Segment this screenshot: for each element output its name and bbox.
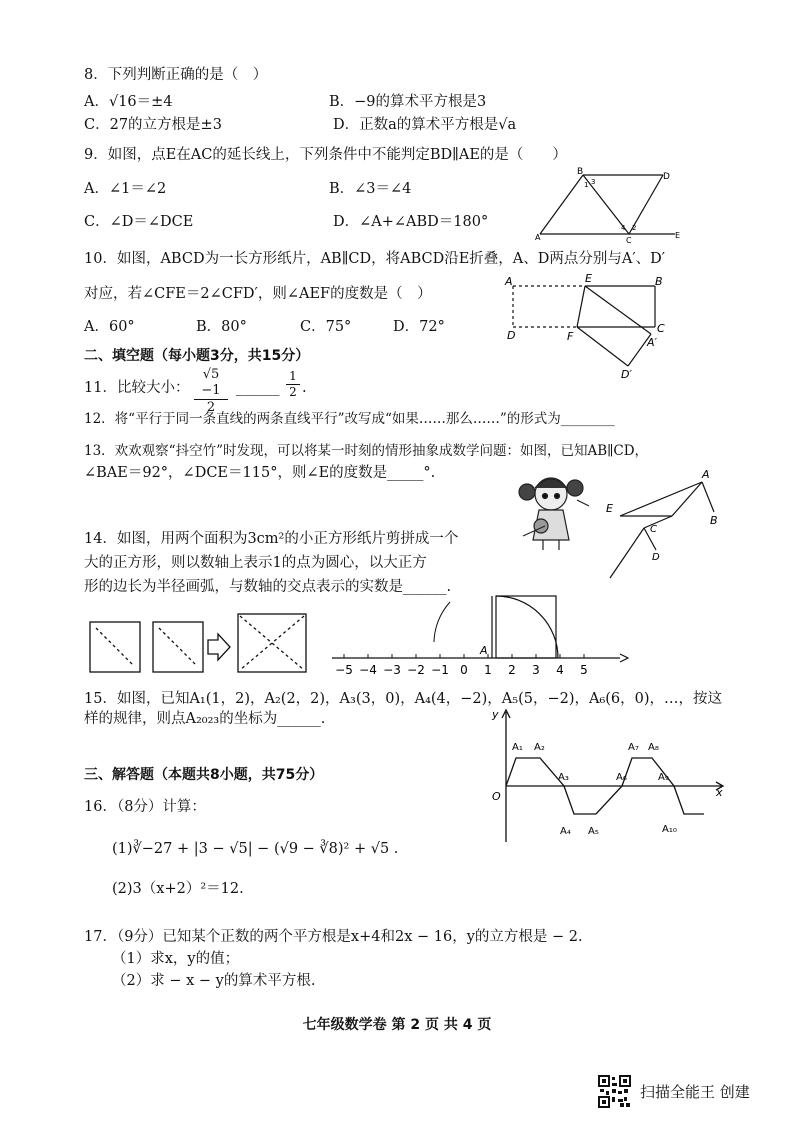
- q8-option-b: B．−9的算术平方根是3: [329, 94, 487, 110]
- q10-option-a: A．60°: [84, 319, 135, 335]
- q15-label-o: O: [492, 790, 501, 803]
- section2-heading: 二、填空题（每小题3分，共15分）: [84, 348, 310, 364]
- q9-label-a: A: [535, 233, 541, 242]
- number-line-tick-label: 1: [484, 663, 492, 677]
- q8-option-c: C．27的立方根是±3: [84, 117, 222, 133]
- q14-number-line: [330, 592, 630, 682]
- q16-part2: (2)3（x+2）²＝12.: [112, 881, 244, 897]
- q10-line2: 对应，若∠CFE＝2∠CFD′，则∠AEF的度数是（ ）: [84, 286, 432, 302]
- q14-line2: 大的正方形，则以数轴上表示1的点为圆心，以大正方: [84, 555, 427, 571]
- q9-option-c: C．∠D＝∠DCE: [84, 214, 194, 230]
- number-line-tick-label: −3: [383, 663, 401, 677]
- q10-option-b: B．80°: [196, 319, 247, 335]
- q12-text: 12．将“平行于同一条直线的两条直线平行”改写成“如果……那么……”的形式为________: [84, 411, 615, 427]
- q17-stem: 17．（9分）已知某个正数的两个平方根是x+4和2x − 16，y的立方根是 − 2.: [84, 929, 583, 945]
- q9-label-4: 4: [621, 224, 626, 232]
- scanner-brand-text: 扫描全能王 创建: [640, 1083, 750, 1101]
- q14-line1: 14．如图，用两个面积为3cm²的小正方形纸片剪拼成一个: [84, 531, 459, 547]
- q13-label-e: E: [606, 502, 613, 515]
- q8-option-d: D．正数a的算术平方根是√a: [333, 117, 517, 133]
- q13-cartoon-image: [515, 470, 595, 555]
- q13-line1: 13．欢欢观察“抖空竹”时发现，可以将某一时刻的情形抽象成数学问题：如图，已知AB∥CD，: [84, 443, 649, 459]
- q9-option-b: B．∠3＝∠4: [329, 181, 412, 197]
- q15-line1: 15．如图，已知A₁(1，2)，A₂(2，2)，A₃(3，0)，A₄(4，−2)，A₅(5，−2)，A₆(6，0)，…，按这: [84, 691, 723, 707]
- q10-option-c: C．75°: [300, 319, 352, 335]
- q15-label-a9: A₉: [658, 772, 669, 783]
- q10-figure: [505, 272, 680, 382]
- q8-option-a: A．√16＝±4: [84, 94, 173, 110]
- q16-stem: 16．（8分）计算：: [84, 799, 206, 815]
- q15-label-a4: A₄: [560, 826, 571, 837]
- q15-label-a3: A₃: [558, 772, 569, 783]
- qr-code-icon: [598, 1075, 631, 1108]
- q11-blank: ______: [236, 380, 280, 396]
- number-line-tick-label: 4: [556, 663, 564, 677]
- q9-figure: [535, 167, 685, 245]
- q14-squares-figure: [86, 612, 326, 674]
- q11-left-numerator: √5 −1: [194, 367, 228, 400]
- q16-part1: (1)∛−27 + |3 − √5| − (√9 − ∛8)² + √5 .: [112, 841, 399, 857]
- q10-label-d-prime: D′: [621, 368, 632, 381]
- section3-heading: 三、解答题（本题共8小题，共75分）: [84, 767, 324, 783]
- q15-label-a2: A₂: [534, 742, 545, 753]
- q13-line2: ∠BAE＝92°，∠DCE＝115°，则∠E的度数是_____°.: [84, 465, 436, 481]
- q10-label-d: D: [507, 329, 516, 342]
- number-line-tick-label: 2: [508, 663, 516, 677]
- q13-label-d: D: [652, 552, 660, 563]
- q9-label-c: C: [626, 236, 632, 245]
- q10-label-c: C: [657, 322, 665, 335]
- q9-label-3: 3: [591, 178, 596, 186]
- q15-label-a6: A₆: [616, 772, 627, 783]
- number-line-tick-label: −4: [359, 663, 377, 677]
- q15-label-x: x: [716, 786, 723, 799]
- number-line-tick-label: −1: [431, 663, 449, 677]
- q11-left-denominator: 2: [206, 400, 216, 415]
- q14-line3: 形的边长为半径画弧，与数轴的交点表示的实数是______.: [84, 579, 452, 595]
- q15-line2: 样的规律，则点A₂₀₂₃的坐标为______.: [84, 711, 326, 727]
- q8-stem: 8．下列判断正确的是（ ）: [84, 67, 268, 83]
- q13-label-b: B: [710, 514, 718, 527]
- q15-label-a10: A₁₀: [662, 824, 677, 835]
- q9-label-b: B: [577, 167, 584, 177]
- q9-label-2: 2: [632, 224, 637, 232]
- q17-part1: （1）求x，y的值；: [112, 951, 240, 967]
- q10-label-a: A: [505, 275, 513, 288]
- q9-option-a: A．∠1＝∠2: [84, 181, 167, 197]
- q9-stem: 9．如图，点E在AC的延长线上，下列条件中不能判定BD∥AE的是（ ）: [84, 147, 567, 163]
- q13-label-a: A: [702, 468, 710, 481]
- q11-prefix: 11．比较大小：: [84, 380, 190, 396]
- q15-label-y: y: [492, 708, 499, 721]
- q11-fraction-right: [286, 369, 300, 400]
- q14-point-a: A: [480, 644, 488, 657]
- q11-right-denominator: 2: [289, 385, 297, 399]
- q15-figure: [478, 706, 728, 846]
- page-footer: 七年级数学卷 第 2 页 共 4 页: [302, 1017, 492, 1033]
- q15-label-a5: A₅: [588, 826, 599, 837]
- q11-right-numerator: 1: [286, 369, 300, 385]
- q9-label-1: 1: [584, 181, 589, 189]
- number-line-tick-label: −2: [407, 663, 425, 677]
- number-line-tick-label: −5: [335, 663, 353, 677]
- q10-option-d: D．72°: [393, 319, 445, 335]
- q15-label-a1: A₁: [512, 742, 523, 753]
- q10-label-b: B: [655, 275, 663, 288]
- q9-label-e: E: [675, 231, 681, 240]
- number-line-tick-label: 0: [460, 663, 468, 677]
- q15-label-a7: A₇: [628, 742, 639, 753]
- q11-fraction-left: [194, 367, 228, 416]
- q10-label-a-prime: A′: [647, 336, 658, 349]
- q17-part2: （2）求 − x − y的算术平方根.: [112, 973, 316, 989]
- q10-label-e: E: [585, 272, 592, 285]
- q15-label-a8: A₈: [648, 742, 659, 753]
- q9-option-d: D．∠A+∠ABD＝180°: [333, 214, 489, 230]
- q13-label-c: C: [650, 524, 657, 535]
- number-line-tick-label: 5: [580, 663, 588, 677]
- q11-end: .: [302, 380, 307, 396]
- q13-figure: [598, 468, 728, 588]
- number-line-tick-label: 3: [532, 663, 540, 677]
- q10-line1: 10．如图，ABCD为一长方形纸片，AB∥CD，将ABCD沿E折叠，A、D两点分别与A′、D′: [84, 251, 666, 267]
- q10-label-f: F: [567, 330, 574, 343]
- q9-label-d: D: [663, 172, 670, 182]
